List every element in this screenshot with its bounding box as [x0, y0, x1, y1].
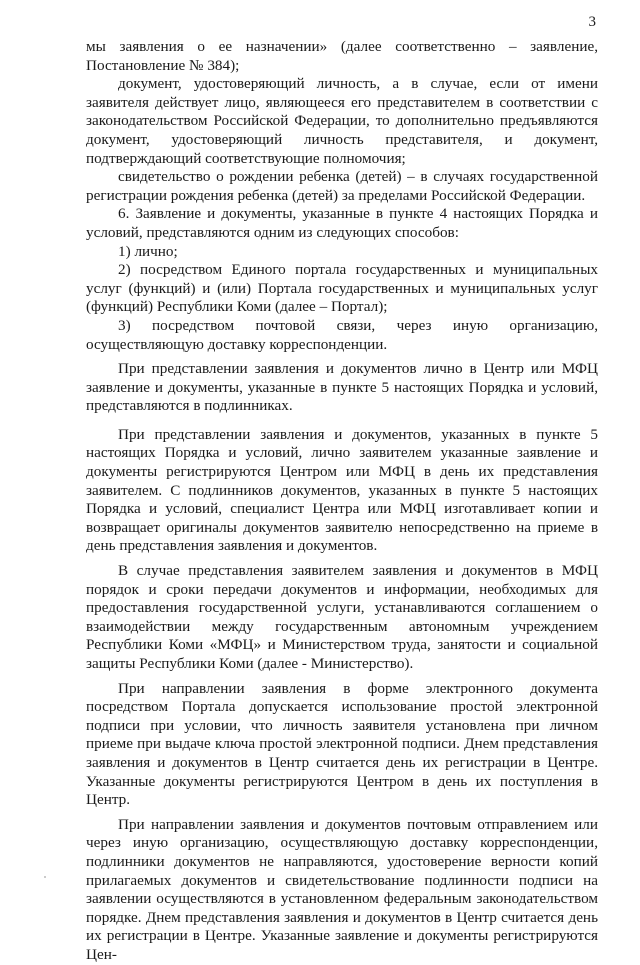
paragraph: При представлении заявления и документов, указанных в пункте 5 настоящих Порядка и условий, лично заявителем указанные заявление и документы регистрируются Центром или МФЦ в день их представления заявителем. С подлинников документов, указанных в пункте 5 настоящих Порядка и условий, специалист Центра или МФЦ изготавливает копии и возвращает оригиналы документов заявителю непосредственно на приеме в день представления заявления и документов. [86, 425, 598, 555]
scan-speck [44, 876, 46, 878]
paragraph: 6. Заявление и документы, указанные в пункте 4 настоящих Порядка и условий, представляются одним из следующих способов: [86, 205, 598, 241]
paragraph: При направлении заявления в форме электронного документа посредством Портала допускается использование простой электронной подписи при условии, что личность заявителя установлена при личном приеме при выдаче ключа простой электронной подписи. Днем представления заявления и документов в Центр считается день их регистрации в Центре. Указанные документы регистрируются Центром в день их поступления в Центр. [86, 679, 598, 809]
list-item: 1) лично; [118, 242, 178, 260]
paragraph: При направлении заявления и документов почтовым отправлением или через иную организацию, осуществляющую доставку корреспонденции, подлинники документов не направляются, удостоверение верности копий прилагаемых документов и свидетельствование подлинности подписи на заявлении осуществляются в установленном федеральным законодательством порядке. Днем представления заявления и документов в Центр считается день их регистрации в Центре. Указанные заявление и документы регистрируются Цен- [86, 815, 598, 963]
paragraph: документ, удостоверяющий личность, а в случае, если от имени заявителя действует лицо, являющееся его представителем в соответствии с законодательством Российской Федерации, то дополнительно предъявляются документ, удостоверяющий личность представителя, и документ, подтверждающий соответствующие полномочия; [86, 75, 598, 167]
paragraph: мы заявления о ее назначении» (далее соответственно – заявление, Постановление № 384); [86, 38, 598, 74]
paragraph: В случае представления заявителем заявления и документов в МФЦ порядок и сроки передачи документов и информации, необходимых для предоставления государственной услуги, устанавливаются соглашением о взаимодействии между государственным автономным учреждением Республики Коми «МФЦ» и Министерством труда, занятости и социальной защиты Республики Коми (далее - Министерство). [86, 562, 598, 672]
page-number: 3 [588, 14, 596, 30]
document-body [86, 38, 598, 965]
list-item: 2) посредством Единого портала государственных и муниципальных услуг (функций) и (или) Портала государственных и муниципальных услуг (функций) Республики Коми (далее – Портал); [86, 261, 598, 316]
paragraph: свидетельство о рождении ребенка (детей) – в случаях государственной регистрации рождения ребенка (детей) за пределами Российской Федерации. [86, 168, 598, 204]
list-item: 3) посредством почтовой связи, через иную организацию, осуществляющую доставку корреспонденции. [86, 316, 598, 353]
paragraph: При представлении заявления и документов лично в Центр или МФЦ заявление и документы, указанные в пункте 5 настоящих Порядка и условий, представляются в подлинниках. [86, 360, 598, 415]
